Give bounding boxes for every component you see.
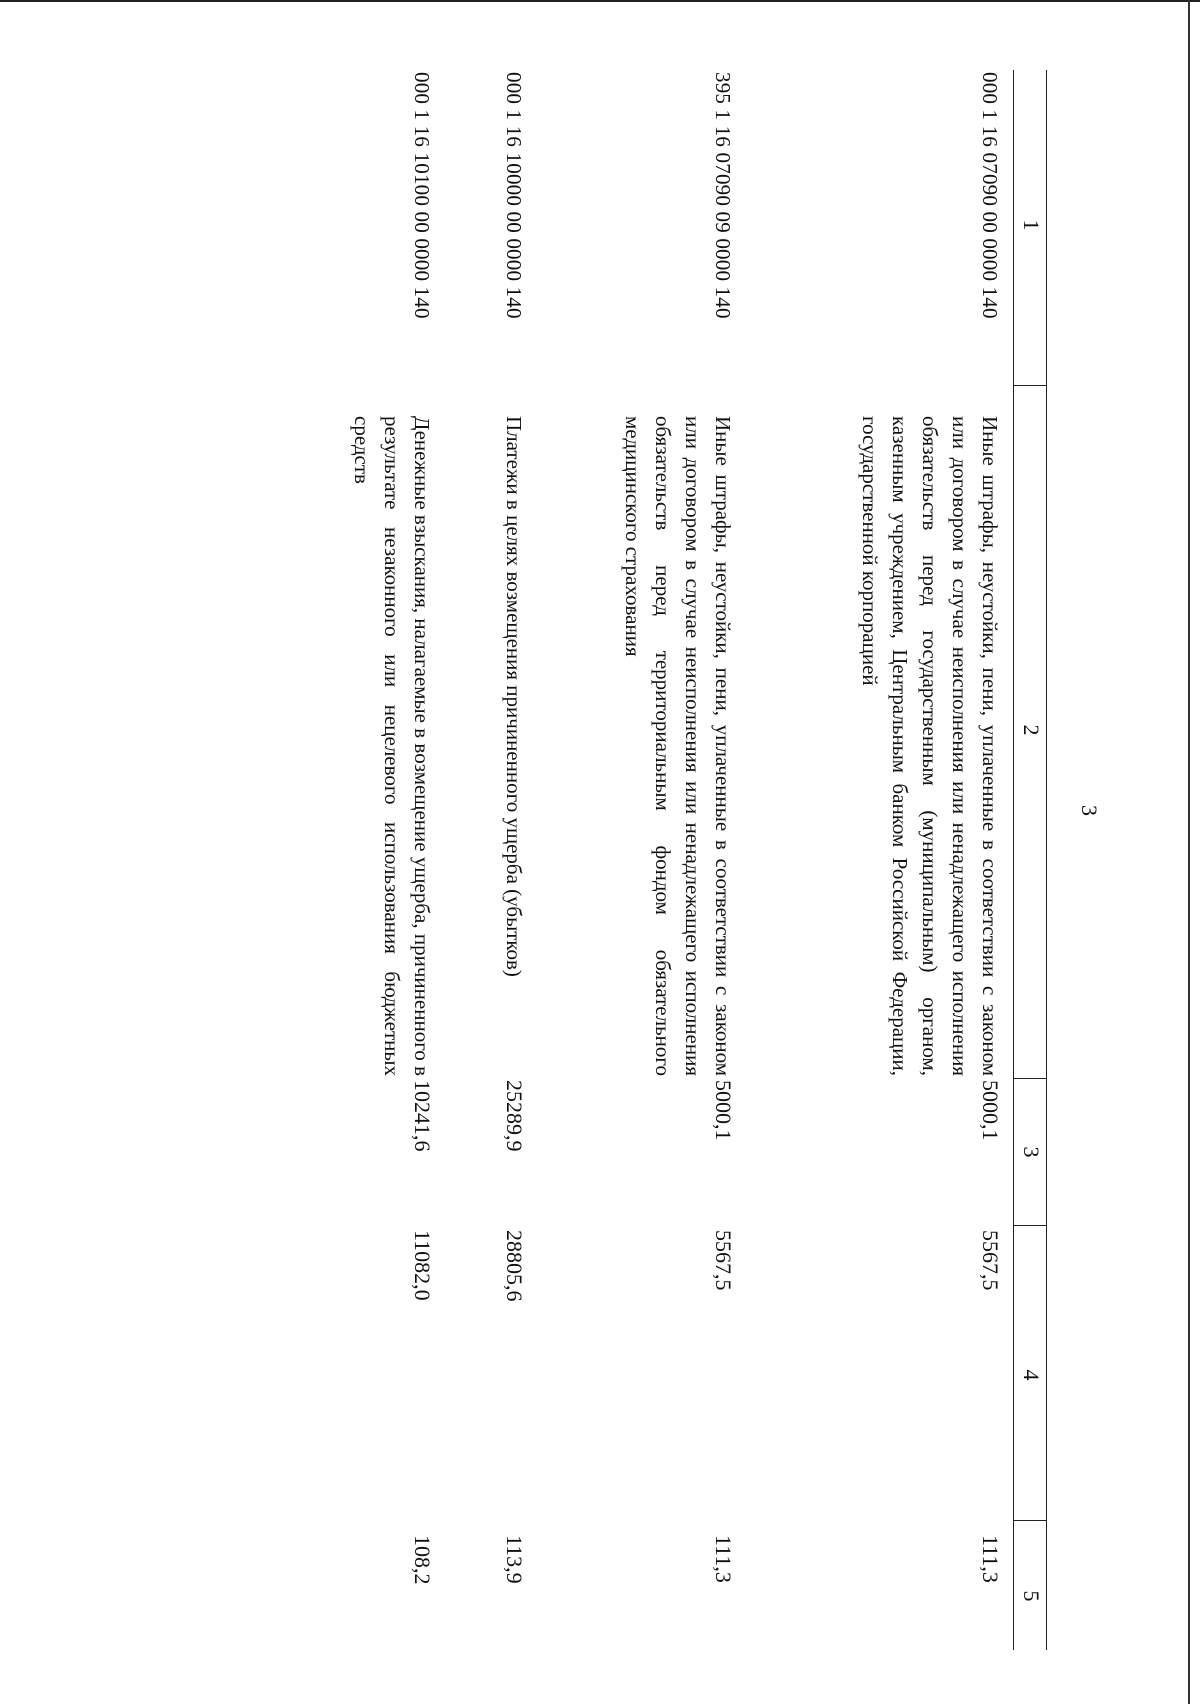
budget-code: 000 1 16 10000 00 0000 140 (502, 72, 526, 319)
header-divider-2 (1014, 1078, 1047, 1079)
header-divider-4 (1014, 1520, 1047, 1521)
header-rule-bottom (1013, 70, 1014, 1650)
scan-edge-top (0, 0, 1200, 2)
value-col-3: 25289,9 (502, 1080, 527, 1152)
column-header-3: 3 (1019, 1146, 1044, 1158)
value-col-4: 5567,5 (711, 1230, 736, 1291)
rotated-page (125, 70, 1185, 1650)
revenue-name: Платежи в целях возмещения причиненного ущерба (убытков) (502, 416, 526, 977)
budget-code: 395 1 16 07090 09 0000 140 (711, 72, 735, 319)
value-col-5: 108,2 (410, 1535, 435, 1585)
value-col-3: 5000,1 (711, 1080, 736, 1141)
budget-code: 000 1 16 10100 00 0000 140 (410, 72, 434, 319)
header-rule-top (1046, 70, 1047, 1650)
header-divider-3 (1014, 1225, 1047, 1226)
column-header-1: 1 (1019, 219, 1044, 231)
value-col-5: 111,3 (978, 1535, 1003, 1583)
revenue-name: Иные штрафы, неустойки, пени, уплаченные в соответствии с законом или договором в случае неисполнения или ненадлежащего исполнения обязательств перед государственным (муниципальным) органом, казенным учреждением, Центральным банком Российской Федерации, государственной корпорацией (858, 416, 1002, 1076)
column-header-4: 4 (1019, 1369, 1044, 1381)
page-number: 3 (1077, 805, 1102, 816)
column-header-5: 5 (1019, 1590, 1044, 1602)
value-col-4: 28805,6 (502, 1230, 527, 1302)
revenue-name: Иные штрафы, неустойки, пени, уплаченные в соответствии с законом или договором в случае неисполнения или ненадлежащего исполнения обязательств перед территориальным фондом обязательного медицинского страхования (621, 416, 735, 1076)
value-col-4: 5567,5 (978, 1230, 1003, 1291)
revenue-name: Денежные взыскания, налагаемые в возмещение ущерба, причиненного в результате незаконного или нецелевого использования бюджетных средств (350, 416, 434, 1076)
header-divider-1 (1014, 385, 1047, 386)
value-col-5: 113,9 (502, 1535, 527, 1584)
value-col-4: 11082,0 (410, 1230, 435, 1301)
value-col-3: 5000,1 (978, 1080, 1003, 1141)
scan-edge-right (1188, 0, 1190, 1704)
value-col-5: 111,3 (711, 1535, 736, 1583)
column-header-2: 2 (1019, 724, 1044, 736)
budget-code: 000 1 16 07090 00 0000 140 (978, 72, 1002, 319)
value-col-3: 10241,6 (410, 1080, 435, 1152)
